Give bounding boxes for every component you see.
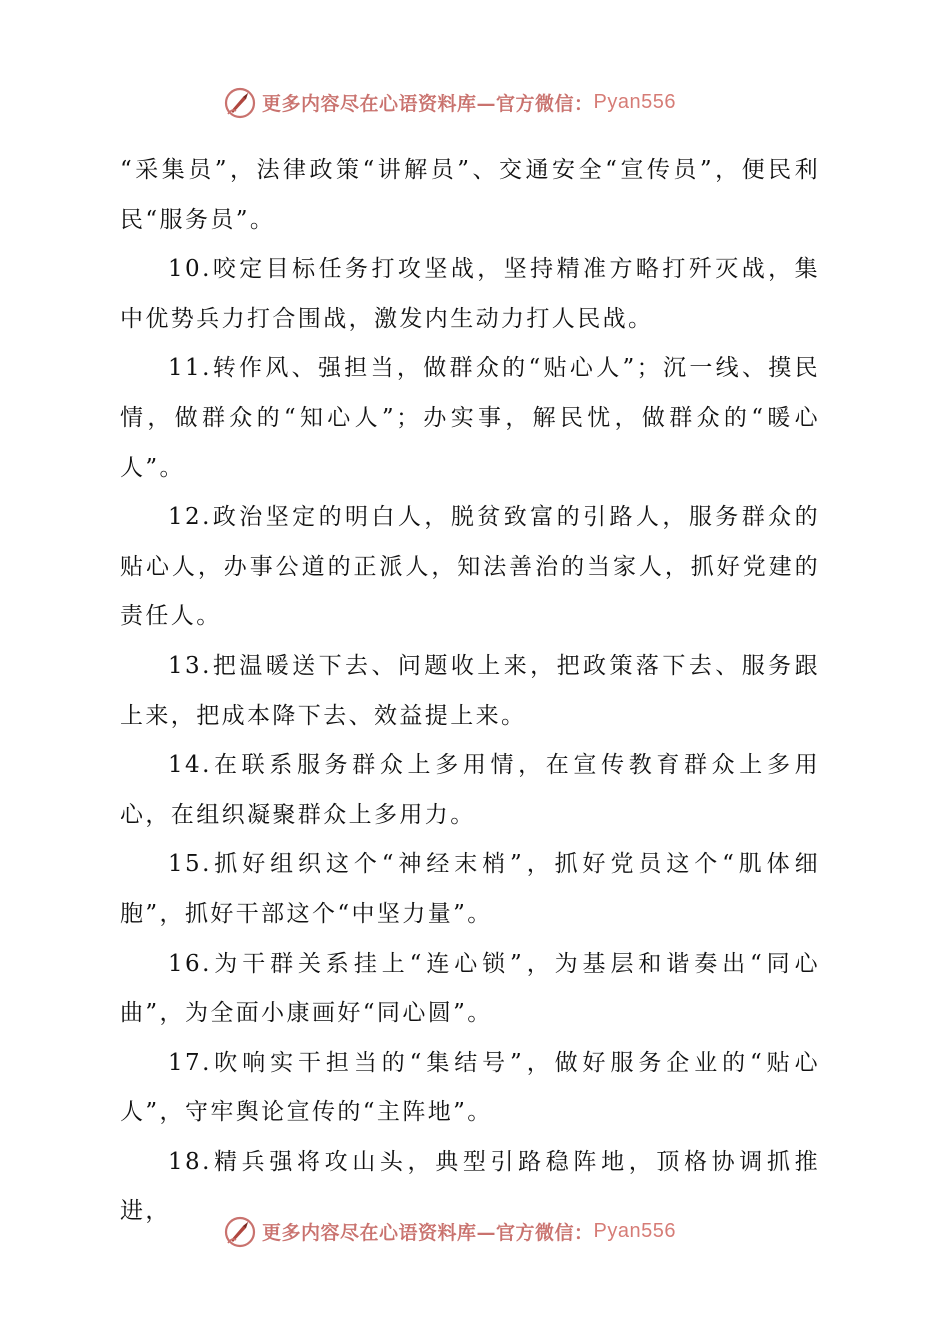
paragraph: 13.把温暖送下去、问题收上来，把政策落下去、服务跟上来，把成本降下去、效益提上来。 bbox=[120, 652, 820, 729]
banner-text: 更多内容尽在心语资料库—官方微信： bbox=[262, 1221, 594, 1244]
document-body bbox=[120, 146, 820, 1237]
wechat-id: Pyan556 bbox=[593, 90, 676, 113]
paragraph: 12.政治坚定的明白人，脱贫致富的引路人，服务群众的贴心人，办事公道的正派人，知法善治的当家人，抓好党建的责任人。 bbox=[120, 504, 820, 630]
pen-nib-logo-icon bbox=[222, 1213, 258, 1249]
paragraph: 17.吹响实干担当的“集结号”，做好服务企业的“贴心人”，守牢舆论宣传的“主阵地”。 bbox=[120, 1049, 820, 1126]
paragraph: 14.在联系服务群众上多用情，在宣传教育群众上多用心，在组织凝聚群众上多用力。 bbox=[120, 752, 820, 828]
paragraph: 18.精兵强将攻山头，典型引路稳阵地，顶格协调抓推进， bbox=[120, 1148, 820, 1225]
header-banner bbox=[222, 82, 676, 122]
pen-nib-logo-icon bbox=[222, 84, 258, 120]
paragraph: 15.抓好组织这个“神经末梢”，抓好党员这个“肌体细胞”，抓好干部这个“中坚力量”。 bbox=[120, 851, 820, 927]
paragraph: “采集员”，法律政策“讲解员”、交通安全“宣传员”，便民利民“服务员”。 bbox=[120, 157, 820, 233]
wechat-id: Pyan556 bbox=[593, 1219, 676, 1242]
paragraph: 16.为干群关系挂上“连心锁”，为基层和谐奏出“同心曲”，为全面小康画好“同心圆”。 bbox=[120, 950, 820, 1027]
paragraph: 10.咬定目标任务打攻坚战，坚持精准方略打歼灭战，集中优势兵力打合围战，激发内生动力打人民战。 bbox=[120, 256, 820, 332]
banner-text: 更多内容尽在心语资料库—官方微信： bbox=[262, 92, 594, 115]
footer-banner bbox=[222, 1211, 676, 1251]
paragraph: 11.转作风、强担当，做群众的“贴心人”；沉一线、摸民情，做群众的“知心人”；办实事，解民忧，做群众的“暖心人”。 bbox=[120, 355, 820, 481]
